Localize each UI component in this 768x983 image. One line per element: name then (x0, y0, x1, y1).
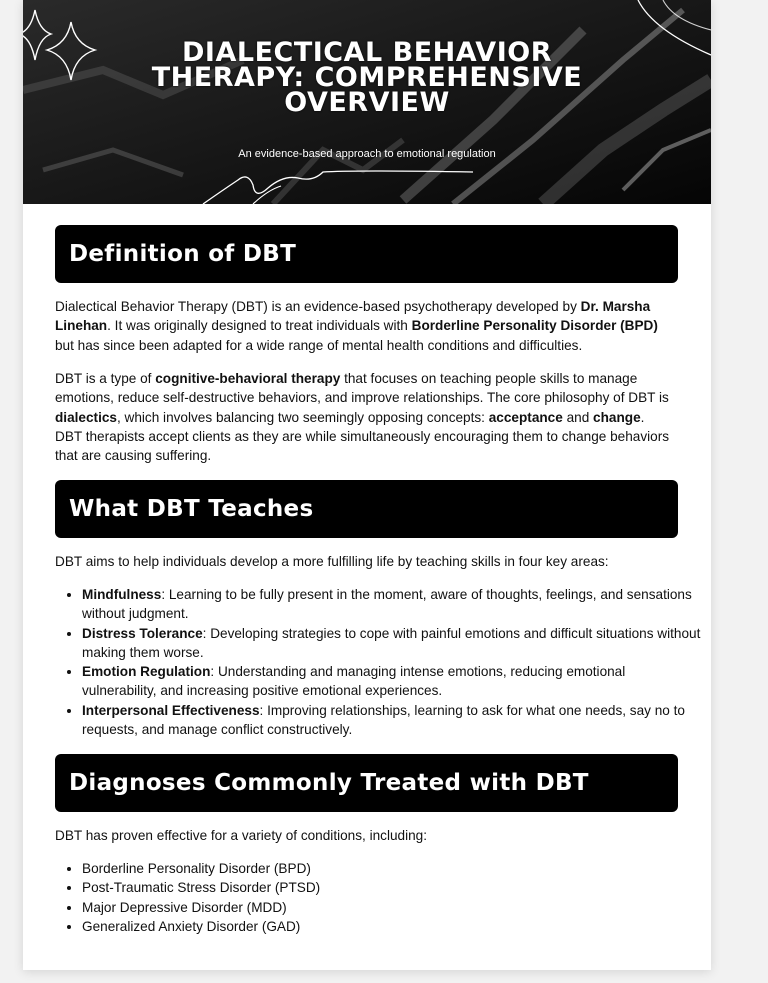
skill-term: Interpersonal Effectiveness (82, 702, 260, 718)
list-item: • Post-Traumatic Stress Disorder (PTSD) (82, 878, 702, 897)
paragraph-text: , which involves balancing two seemingly opposing concepts: (116, 409, 489, 425)
list-item (82, 662, 702, 701)
document-page (23, 0, 711, 970)
emphasis-text: Dr. Marsha Linehan (55, 299, 651, 334)
list-item (82, 701, 702, 740)
paragraph-text: Dialectical Behavior Therapy (DBT) is an evidence-based psychotherapy developed by (55, 299, 581, 314)
page-title: DIALECTICAL BEHAVIOR THERAPY: COMPREHENSIVE OVERVIEW (151, 37, 583, 118)
paragraph-text: . DBT therapists accept clients as they are while simultaneously encouraging them to change behaviors that are causing suffering. (55, 409, 670, 464)
definition-paragraph-1 (55, 297, 675, 355)
emphasis-text: acceptance (488, 409, 563, 425)
emphasis-text: Borderline Personality Disorder (BPD) (411, 318, 658, 334)
paragraph-text: DBT is a type of (55, 371, 156, 386)
diagnoses-list (55, 859, 702, 936)
paragraph-text: . It was originally designed to treat individuals with (107, 318, 412, 334)
skill-desc: : Understanding and managing intense emotions, reducing emotional vulnerability, and increasing positive emotional experiences. (82, 664, 626, 699)
paragraph-text: and (562, 409, 594, 425)
skill-term: Distress Tolerance (82, 625, 203, 641)
hero-banner (23, 0, 711, 204)
list-item (82, 624, 702, 663)
emphasis-text: change (593, 409, 641, 425)
emphasis-text: dialectics (55, 409, 117, 425)
skill-term: Mindfulness (82, 587, 162, 602)
diagnoses-intro: DBT has proven effective for a variety of conditions, including: (55, 828, 428, 843)
emphasis-text: cognitive-behavioral therapy (155, 371, 341, 386)
section-heading: What DBT Teaches (69, 496, 314, 522)
skill-term: Emotion Regulation (82, 664, 211, 680)
page-subtitle: An evidence-based approach to emotional regulation (238, 148, 496, 160)
skills-list (55, 585, 702, 739)
definition-paragraph-2 (55, 369, 675, 465)
section-heading: Definition of DBT (69, 241, 297, 267)
skill-desc: : Developing strategies to cope with painful emotions and difficult situations without making them worse. (82, 625, 701, 660)
list-item: • Generalized Anxiety Disorder (GAD) (82, 917, 702, 936)
section-header-diagnoses (55, 754, 678, 812)
section-heading: Diagnoses Commonly Treated with DBT (69, 770, 589, 796)
section-header-teaches (55, 480, 678, 538)
list-item: • Major Depressive Disorder (MDD) (82, 898, 702, 917)
paragraph-text: but has since been adapted for a wide range of mental health conditions and difficulties. (55, 337, 583, 353)
section-header-definition (55, 225, 678, 283)
skill-desc: : Learning to be fully present in the moment, aware of thoughts, feelings, and sensations without judgment. (82, 587, 692, 622)
teaches-intro: DBT aims to help individuals develop a more fulfilling life by teaching skills in four key areas: (55, 554, 609, 569)
skill-desc: : Improving relationships, learning to ask for what one needs, say no to requests, and manage conflict constructively. (82, 702, 685, 738)
list-item (82, 585, 702, 624)
list-item: • Borderline Personality Disorder (BPD) (82, 859, 702, 878)
paragraph-text: that focuses on teaching people skills to manage emotions, reduce self-destructive behaviors, and improve relationships. The core philosophy of DBT is (55, 371, 669, 406)
